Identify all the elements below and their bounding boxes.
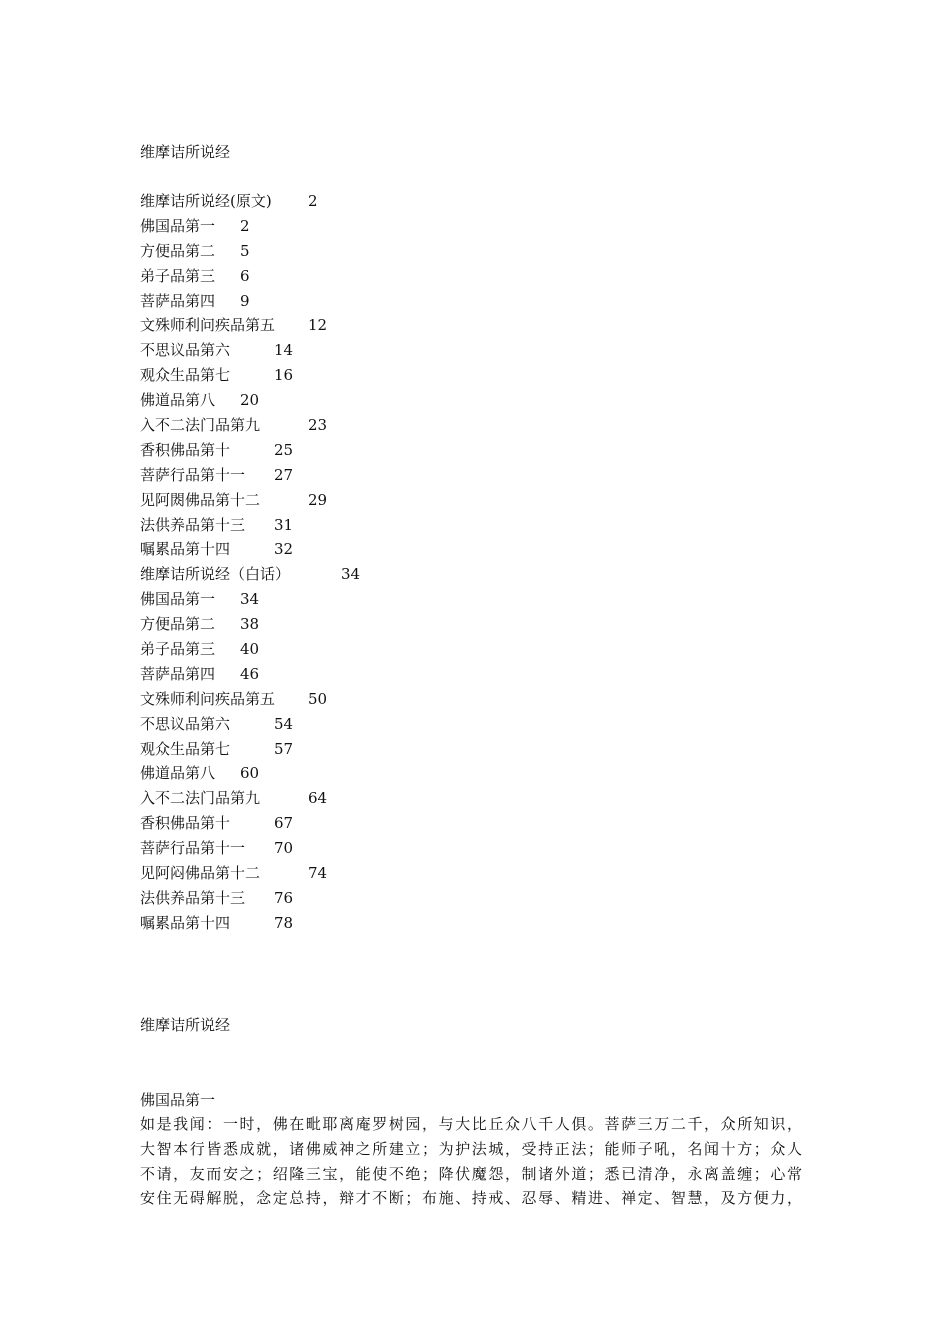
- toc-entry-title[interactable]: 香积佛品第十: [140, 814, 231, 833]
- toc-entry[interactable]: [140, 637, 810, 662]
- toc-entry-title[interactable]: 入不二法门品第九: [140, 789, 261, 808]
- toc-entry[interactable]: [140, 363, 810, 388]
- toc-entry-title[interactable]: 法供养品第十三: [140, 515, 246, 534]
- toc-entry[interactable]: [140, 214, 810, 239]
- section-title: 维摩诘所说经: [140, 1016, 231, 1034]
- body-text-line: 大智本行皆悉成就，诸佛威神之所建立；为护法城，受持正法；能师子吼，名闻十方；众人: [140, 1139, 802, 1158]
- toc-entry-page-number: 32: [274, 540, 294, 559]
- toc-entry-title[interactable]: 佛道品第八: [140, 764, 216, 783]
- toc-entry-page-number: 5: [240, 241, 250, 260]
- toc-entry[interactable]: [140, 463, 810, 488]
- toc-entry[interactable]: [140, 413, 810, 438]
- toc-entry[interactable]: [140, 886, 810, 911]
- toc-entry[interactable]: [140, 761, 810, 786]
- toc-entry-title[interactable]: 文殊师利问疾品第五: [140, 689, 276, 708]
- toc-entry[interactable]: [140, 587, 810, 612]
- document-title: 维摩诘所说经: [140, 143, 231, 161]
- body-text-line: 安住无碍解脱，念定总持，辩才不断；布施、持戒、忍辱、精进、禅定、智慧，及方便力，: [140, 1189, 802, 1208]
- toc-entry-title[interactable]: 佛国品第一: [140, 216, 216, 235]
- toc-entry[interactable]: [140, 786, 810, 811]
- toc-entry-title[interactable]: 香积佛品第十: [140, 440, 231, 459]
- toc-entry-page-number: 16: [274, 366, 294, 385]
- toc-entry-page-number: 34: [341, 565, 361, 584]
- toc-entry[interactable]: [140, 313, 810, 338]
- toc-entry-title[interactable]: 嘱累品第十四: [140, 540, 231, 559]
- toc-entry-title[interactable]: 菩萨品第四: [140, 291, 216, 310]
- body-text-line: 不请，友而安之；绍隆三宝，能使不绝；降伏魔怨，制诸外道；悉已清净，永离盖缠；心常: [140, 1164, 802, 1183]
- toc-entry-page-number: 67: [274, 814, 294, 833]
- toc-entry-title[interactable]: 菩萨行品第十一: [140, 839, 246, 858]
- toc-entry-page-number: 6: [240, 266, 250, 285]
- toc-entry-title[interactable]: 方便品第二: [140, 241, 216, 260]
- toc-entry-page-number: 12: [308, 316, 328, 335]
- toc-entry-page-number: 38: [240, 615, 260, 634]
- toc-entry[interactable]: [140, 687, 810, 712]
- toc-entry-title[interactable]: 入不二法门品第九: [140, 416, 261, 435]
- toc-entry[interactable]: [140, 836, 810, 861]
- toc-entry-page-number: 46: [240, 664, 260, 683]
- toc-entry-title[interactable]: 方便品第二: [140, 615, 216, 634]
- toc-entry[interactable]: [140, 537, 810, 562]
- toc-entry-title[interactable]: 观众生品第七: [140, 739, 231, 758]
- toc-entry-page-number: 2: [240, 216, 250, 235]
- toc-entry-page-number: 57: [274, 739, 294, 758]
- toc-entry-page-number: 31: [274, 515, 294, 534]
- toc-entry-title[interactable]: 观众生品第七: [140, 366, 231, 385]
- toc-entry-title[interactable]: 弟子品第三: [140, 266, 216, 285]
- toc-entry[interactable]: [140, 712, 810, 737]
- toc-entry-title[interactable]: 菩萨行品第十一: [140, 465, 246, 484]
- toc-entry-page-number: 60: [240, 764, 260, 783]
- toc-entry[interactable]: [140, 338, 810, 363]
- chapter-body: [140, 1112, 810, 1211]
- toc-entry[interactable]: [140, 612, 810, 637]
- toc-entry-page-number: 78: [274, 913, 294, 932]
- toc-entry[interactable]: [140, 737, 810, 762]
- toc-entry-page-number: 70: [274, 839, 294, 858]
- toc-entry-title[interactable]: 菩萨品第四: [140, 664, 216, 683]
- toc-entry-page-number: 76: [274, 888, 294, 907]
- toc-entry-title[interactable]: 文殊师利问疾品第五: [140, 316, 276, 335]
- toc-entry-page-number: 9: [240, 291, 250, 310]
- toc-entry-page-number: 20: [240, 391, 260, 410]
- document-page: [140, 140, 810, 936]
- toc-entry[interactable]: [140, 289, 810, 314]
- toc-entry[interactable]: [140, 388, 810, 413]
- toc-entry-title[interactable]: 嘱累品第十四: [140, 913, 231, 932]
- toc-entry-page-number: 64: [308, 789, 328, 808]
- toc-entry-page-number: 40: [240, 640, 260, 659]
- toc-entry[interactable]: [140, 911, 810, 936]
- toc-entry-page-number: 54: [274, 714, 294, 733]
- toc-entry[interactable]: [140, 488, 810, 513]
- toc-entry[interactable]: [140, 811, 810, 836]
- toc-entry-title[interactable]: 佛国品第一: [140, 590, 216, 609]
- toc-entry-title[interactable]: 佛道品第八: [140, 391, 216, 410]
- toc-entry-page-number: 23: [308, 416, 328, 435]
- toc-entry-page-number: 34: [240, 590, 260, 609]
- toc-entry[interactable]: [140, 239, 810, 264]
- toc-entry-title[interactable]: 维摩诘所说经(原文): [140, 192, 272, 210]
- toc-entry-page-number: 25: [274, 440, 294, 459]
- toc-entry-page-number: 14: [274, 341, 294, 360]
- toc-entry-title[interactable]: 不思议品第六: [140, 714, 231, 733]
- toc-entry-page-number: 27: [274, 465, 294, 484]
- body-text-line: 如是我闻：一时，佛在毗耶离庵罗树园，与大比丘众八千人俱。菩萨三万二千，众所知识，: [140, 1115, 802, 1133]
- toc-entry-title[interactable]: 维摩诘所说经（白话）: [140, 565, 291, 584]
- toc-entry-page-number: 50: [308, 689, 328, 708]
- toc-entry[interactable]: [140, 662, 810, 687]
- toc-entry-title[interactable]: 弟子品第三: [140, 640, 216, 659]
- toc-entry-page-number: 74: [308, 864, 328, 883]
- toc-entry[interactable]: [140, 438, 810, 463]
- toc-entry[interactable]: [140, 513, 810, 538]
- toc-entry-title[interactable]: 不思议品第六: [140, 341, 231, 360]
- chapter-title: 佛国品第一: [140, 1091, 216, 1109]
- toc-entry[interactable]: [140, 189, 810, 214]
- toc-entry-title[interactable]: 见阿閦佛品第十二: [140, 490, 261, 509]
- toc-entry-title[interactable]: 见阿闷佛品第十二: [140, 864, 261, 883]
- toc-entry[interactable]: [140, 861, 810, 886]
- toc-entry[interactable]: [140, 264, 810, 289]
- table-of-contents: [140, 189, 810, 936]
- toc-entry-title[interactable]: 法供养品第十三: [140, 888, 246, 907]
- toc-entry[interactable]: [140, 562, 810, 587]
- toc-entry-page-number: 29: [308, 490, 328, 509]
- toc-entry-page-number: 2: [308, 192, 318, 210]
